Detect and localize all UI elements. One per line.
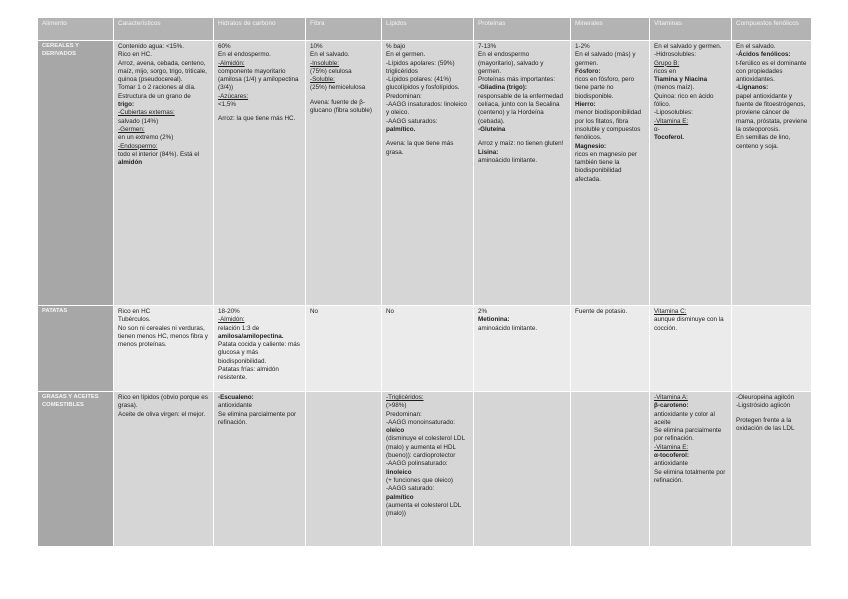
cell-line: -AAGG monoinsaturado: — [386, 418, 455, 426]
cell-line: (menos maíz). — [654, 84, 695, 92]
cell-line: -Lípidos apolares: (59%) triglicéridos — [386, 59, 455, 75]
cell-line: trigo: — [118, 101, 135, 109]
cell-line: -Almidón: — [218, 316, 245, 324]
cell-line: -AAGG saturados: — [386, 117, 438, 125]
cell-line: Protegen frente a la oxidación de las LDL — [736, 416, 795, 432]
cell-line: -Soluble: — [310, 76, 335, 84]
table-cell — [732, 392, 812, 547]
cell-line: -Gluteína — [478, 125, 506, 133]
cell-line: -Germen: — [118, 125, 145, 133]
cell-line: Proteínas más importantes: — [478, 76, 555, 84]
cell-line: -Hidrosolubles: — [654, 51, 696, 59]
cell-line: antioxidante — [218, 402, 252, 410]
cell-line: -Cubiertas externas: — [118, 109, 175, 117]
table-cell — [650, 41, 732, 306]
table-cell — [474, 392, 571, 547]
header-vitaminas: Vitaminas — [650, 18, 732, 41]
cell-line: todo el interior (84%). Está el — [118, 150, 200, 158]
cell-line: -Gliadina (trigo): — [478, 84, 527, 92]
cell-line: No — [310, 308, 319, 315]
table-cell — [214, 41, 306, 306]
header-hidratos: Hidratos de carbono — [214, 18, 306, 41]
cell-line: Arroz, avena, cebada, centeno, maíz, mijo, sorgo, trigo, triticale, quinoa (pseudocereal). — [118, 59, 207, 84]
table-row-cereales — [38, 41, 812, 306]
cell-line: -Azúcares: — [218, 92, 249, 100]
nutrition-table — [37, 17, 812, 547]
cell-line: Grupo B: — [654, 59, 680, 67]
cell-line: Patatas frías: almidón resistente. — [218, 366, 279, 382]
cell-line: <1,5% — [218, 101, 237, 109]
cell-line: -Almidón: — [218, 59, 245, 67]
table-cell — [306, 306, 382, 392]
cell-line: Metionina: — [478, 316, 510, 324]
cell-line: En el salvado (más) y germen. — [575, 51, 636, 67]
table-row-grasas — [38, 392, 812, 547]
cell-line: Se elimina totalmente por refinación. — [654, 468, 726, 484]
cell-line: ricos en fósforo, pero tiene parte no biodisponible. — [575, 76, 635, 100]
cell-line: % bajo — [386, 43, 406, 50]
cell-line: En el germen. — [386, 51, 426, 59]
row-label-grasas: GRASAS Y ACEITES COMESTIBLES — [38, 392, 114, 547]
cell-line: Arroz: la que tiene más HC. — [218, 115, 296, 123]
table-cell — [114, 392, 214, 547]
cell-line: -Liposolubles: — [654, 109, 693, 117]
cell-line: linoleico — [386, 468, 412, 476]
table-cell — [382, 392, 474, 547]
cell-line: -Ligstrósido aglicón — [736, 402, 791, 410]
cell-line: papel antioxidante y fuente de fitoestrógenos, proviene cáncer de mama, próstata, previene la osteoporosis. — [736, 92, 808, 133]
cell-line: -Oleuropeina agilcón — [736, 394, 795, 401]
cell-line: Magnesio: — [575, 142, 607, 150]
row-label-cereales: CEREALES Y DERIVADOS — [38, 41, 114, 306]
cell-line: α- — [654, 125, 660, 133]
header-proteinas: Proteínas — [474, 18, 571, 41]
cell-line: -Vitamina E: — [654, 443, 689, 451]
cell-line: Avena: fuente de β-glucano (fibra soluble) — [310, 98, 372, 115]
cell-line: α-tocoferol: — [654, 452, 690, 460]
cell-line: -Escualeno: — [218, 394, 254, 401]
cell-line: Vitamina C: — [654, 308, 687, 315]
cell-line: Arroz y maíz: no tienen gluten! — [478, 140, 564, 148]
cell-line: -Endospermo: — [118, 142, 158, 150]
cell-line: 1-2% — [575, 43, 590, 50]
cell-line: Tomar 1 o 2 raciones al día. — [118, 84, 196, 92]
cell-line: Estructura de un grano de — [118, 92, 191, 100]
table-cell — [114, 306, 214, 392]
cell-line: componente mayoritario (amilosa (1/4) y amilopectina (3/4)) — [218, 67, 299, 92]
table-cell — [571, 306, 650, 392]
row-label-patatas: PATATAS — [38, 306, 114, 392]
header-minerales: Minerales — [571, 18, 650, 41]
cell-line: -AAGG polinsaturado: — [386, 460, 448, 468]
table-cell — [382, 41, 474, 306]
table-cell — [306, 392, 382, 547]
cell-line: aminoácido limitante. — [478, 324, 538, 332]
cell-line: No — [386, 308, 395, 315]
cell-line: antioxidante y color al aceite — [654, 410, 715, 426]
header-fibra: Fibra — [306, 18, 382, 41]
cell-line: palmítico. — [386, 125, 416, 133]
header-row — [38, 18, 812, 41]
cell-line: en un extremo (2%) — [118, 134, 174, 142]
cell-line: Rico en HC — [118, 308, 151, 315]
cell-line: -Insoluble: — [310, 59, 340, 67]
cell-line: Predominan: — [386, 410, 422, 418]
table-cell — [650, 392, 732, 547]
table-row-patatas — [38, 306, 812, 392]
table-cell — [474, 306, 571, 392]
cell-line: -Lípidos polares: (41%) glucolípidos y fosfolípidos. — [386, 76, 460, 92]
cell-line: Aceite de oliva virgen: el mejor. — [118, 410, 206, 418]
cell-line: En el salvado y germen. — [654, 43, 722, 50]
table-cell — [214, 392, 306, 547]
table-cell — [650, 306, 732, 392]
cell-line: Se elimina parcialmente por refinación. — [218, 410, 297, 426]
table-cell — [114, 41, 214, 306]
cell-line: antioxidante — [654, 460, 688, 468]
cell-line: Avena: la que tiene más grasa. — [386, 140, 454, 156]
cell-line: (75%) celulosa — [310, 67, 352, 75]
cell-line: Contenido agua: <15%. — [118, 43, 184, 50]
header-compuestos: Compuestos fenólicos — [732, 18, 812, 41]
header-caracteristicas: Característicos — [114, 18, 214, 41]
cell-line: -Ácidos fenólicos: — [736, 51, 791, 59]
cell-line: -Lignanos: — [736, 84, 769, 92]
cell-line: -Vitamina A: — [654, 394, 688, 401]
table-cell — [571, 392, 650, 547]
table-cell — [732, 306, 812, 392]
cell-line: menor biodisponibilidad por los fitatos, fibra insoluble y compuestos fenólicos. — [575, 109, 642, 142]
cell-line: 7-13% — [478, 43, 497, 50]
cell-line: palmítico — [386, 493, 414, 501]
cell-line: relación 1:3 de — [218, 324, 260, 332]
cell-line: β-caroteno: — [654, 402, 689, 410]
table-cell — [306, 41, 382, 306]
cell-line: t-ferúlico es el dominante con propiedades antioxidantes. — [736, 59, 807, 84]
cell-line: Se elimina parcialmente por refinación. — [654, 427, 722, 443]
cell-line: oleico — [386, 427, 405, 435]
cell-line: En el endospermo. — [218, 51, 271, 59]
cell-line: Quinoa: rico en ácido fólico. — [654, 92, 714, 109]
cell-line: Tocoferol. — [654, 134, 684, 142]
cell-line: almidón — [118, 159, 143, 167]
cell-line: Rico en lípidos (obvio porque es grasa). — [118, 394, 208, 410]
cell-line: aminoácido limitante. — [478, 156, 538, 164]
cell-line: -Triglicéridos: — [386, 394, 424, 401]
cell-line: responsable de la enfermedad celíaca, junto con la Secalina (centeno) y la Hordeína (cebada). — [478, 92, 564, 125]
cell-line: aunque disminuye con la cocción. — [654, 316, 724, 332]
cell-line: -AAGG saturado: — [386, 485, 435, 493]
cell-line: 60% — [218, 43, 231, 50]
cell-line: (>98%) — [386, 402, 407, 410]
cell-line: (25%) hemicelulosa — [310, 84, 366, 92]
cell-line: (+ funciones que oleico) — [386, 476, 454, 484]
cell-line: No son ni cereales ni verduras, tienen menos HC, menos fibra y menos proteínas. — [118, 324, 208, 349]
cell-line: (disminuye el colesterol LDL (malo) y aumenta el HDL (bueno)): cardioprotector — [386, 435, 465, 460]
table-cell — [571, 41, 650, 306]
cell-line: En el salvado. — [310, 51, 350, 59]
table-cell — [214, 306, 306, 392]
cell-line: Predominan: — [386, 92, 422, 100]
cell-line: (aumenta el colesterol LDL (malo)) — [386, 501, 462, 518]
cell-line: 10% — [310, 43, 323, 50]
cell-line: Lisina: — [478, 148, 499, 156]
header-lipidos: Lípidos — [382, 18, 474, 41]
cell-line: 2% — [478, 308, 488, 315]
header-alimento: Alimento — [38, 18, 114, 41]
table-cell — [382, 306, 474, 392]
cell-line: Rico en HC. — [118, 51, 152, 59]
cell-line: -AAGG insaturados: linoleico y oleico. — [386, 101, 467, 117]
cell-line: Tubérculos. — [118, 316, 151, 324]
cell-line: En el endospermo (mayoritario), salvado y germen. — [478, 51, 544, 75]
cell-line: Fuente de potasio. — [575, 308, 628, 315]
cell-line: 18-20% — [218, 308, 240, 315]
table-cell — [474, 41, 571, 306]
cell-line: salvado (14%) — [118, 117, 159, 125]
cell-line: En el salvado. — [736, 43, 776, 50]
cell-line: ricos en — [654, 67, 677, 75]
table-cell — [732, 41, 812, 306]
cell-line: En semillas de lino, centeno y soja. — [736, 134, 791, 150]
cell-line: Hierro: — [575, 101, 596, 109]
cell-line: amilosa/amilopectina. — [218, 332, 284, 340]
cell-line: ricos en magnesio per también tiene la biodisponibilidad afectada. — [575, 150, 637, 183]
cell-line: Patata cocida y caliente: más glucosa y más biodisponibilidad. — [218, 341, 300, 365]
cell-line: Fósforo: — [575, 67, 601, 75]
cell-line: Tiamina y Niacina — [654, 76, 708, 84]
cell-line: -Vitamina E: — [654, 117, 689, 125]
